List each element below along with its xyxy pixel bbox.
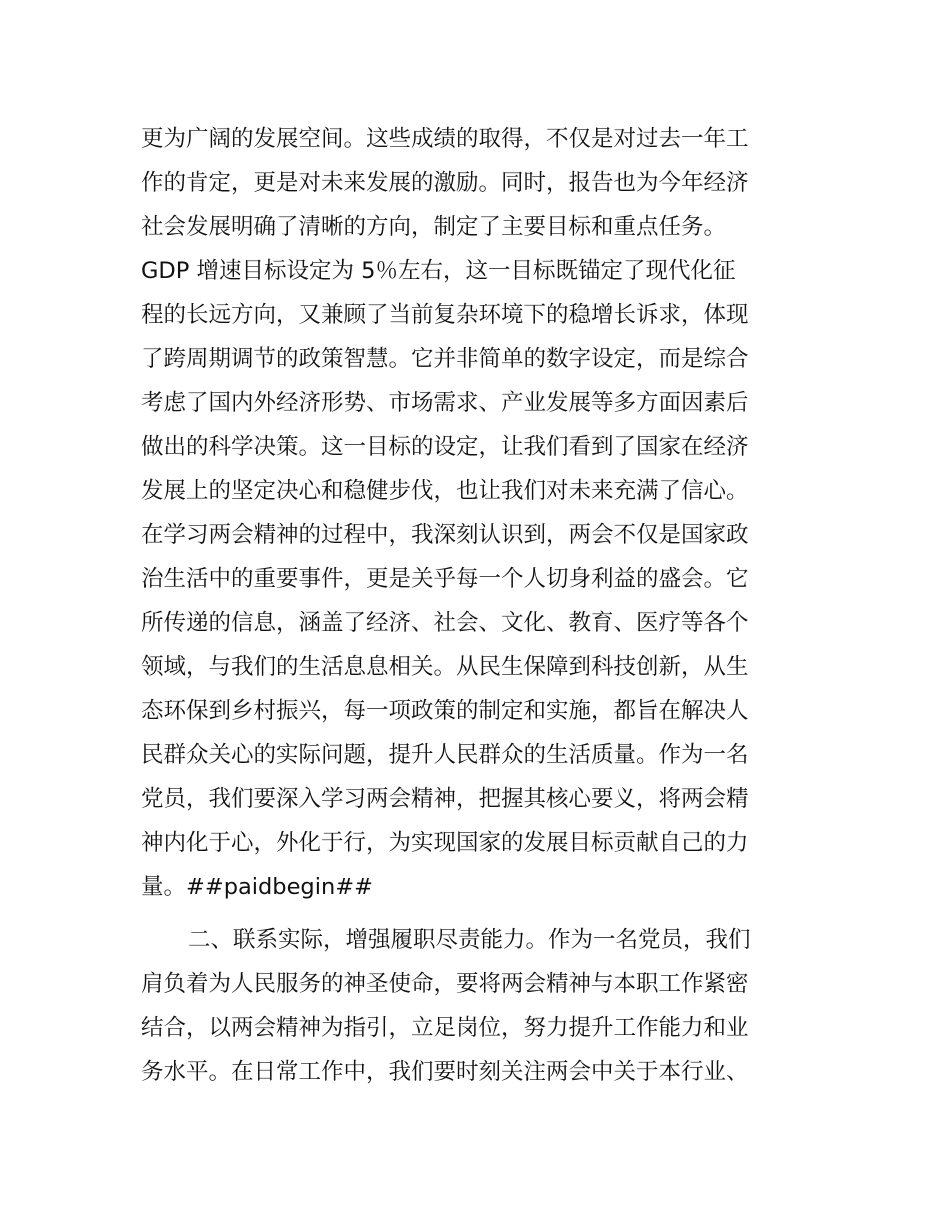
- paragraph-first-line: 二、联系实际，增强履职尽责能力。作为一名党员，我们: [188, 927, 751, 953]
- text-line: 结合，以两会精神为指引，立足岗位，努力提升工作能力和业: [141, 1015, 749, 1041]
- text-line: 领域，与我们的生活息息相关。从民生保障到科技创新，从生: [141, 654, 749, 680]
- text-line: 务水平。在日常工作中，我们要时刻关注两会中关于本行业、: [141, 1059, 749, 1085]
- text-line: 态环保到乡村振兴，每一项政策的制定和实施，都旨在解决人: [141, 698, 749, 724]
- text-line: 了跨周期调节的政策智慧。它并非简单的数字设定，而是综合: [141, 346, 749, 372]
- text-line: GDP 增速目标设定为 5％左右，这一目标既锚定了现代化征: [141, 258, 736, 284]
- text-line: 肩负着为人民服务的神圣使命，要将两会精神与本职工作紧密: [141, 971, 749, 997]
- text-line: 量。##paidbegin##: [141, 874, 373, 900]
- text-line: 考虑了国内外经济形势、市场需求、产业发展等多方面因素后: [141, 390, 749, 416]
- text-line: 发展上的坚定决心和稳健步伐，也让我们对未来充满了信心。: [141, 478, 749, 504]
- text-line: 治生活中的重要事件，更是关乎每一个人切身利益的盛会。它: [141, 566, 749, 592]
- text-line: 程的长远方向，又兼顾了当前复杂环境下的稳增长诉求，体现: [141, 302, 749, 328]
- text-line: 民群众关心的实际问题，提升人民群众的生活质量。作为一名: [141, 742, 749, 768]
- text-line: 作的肯定，更是对未来发展的激励。同时，报告也为今年经济: [141, 170, 749, 196]
- text-line: 所传递的信息，涵盖了经济、社会、文化、教育、医疗等各个: [141, 610, 749, 636]
- text-line: 做出的科学决策。这一目标的设定，让我们看到了国家在经济: [141, 434, 749, 460]
- text-line: 社会发展明确了清晰的方向，制定了主要目标和重点任务。: [141, 214, 727, 240]
- text-line: 在学习两会精神的过程中，我深刻认识到，两会不仅是国家政: [141, 522, 749, 548]
- text-line: 更为广阔的发展空间。这些成绩的取得，不仅是对过去一年工: [141, 126, 749, 152]
- text-line: 党员，我们要深入学习两会精神，把握其核心要义，将两会精: [141, 786, 749, 812]
- text-line: 神内化于心，外化于行，为实现国家的发展目标贡献自己的力: [141, 830, 749, 856]
